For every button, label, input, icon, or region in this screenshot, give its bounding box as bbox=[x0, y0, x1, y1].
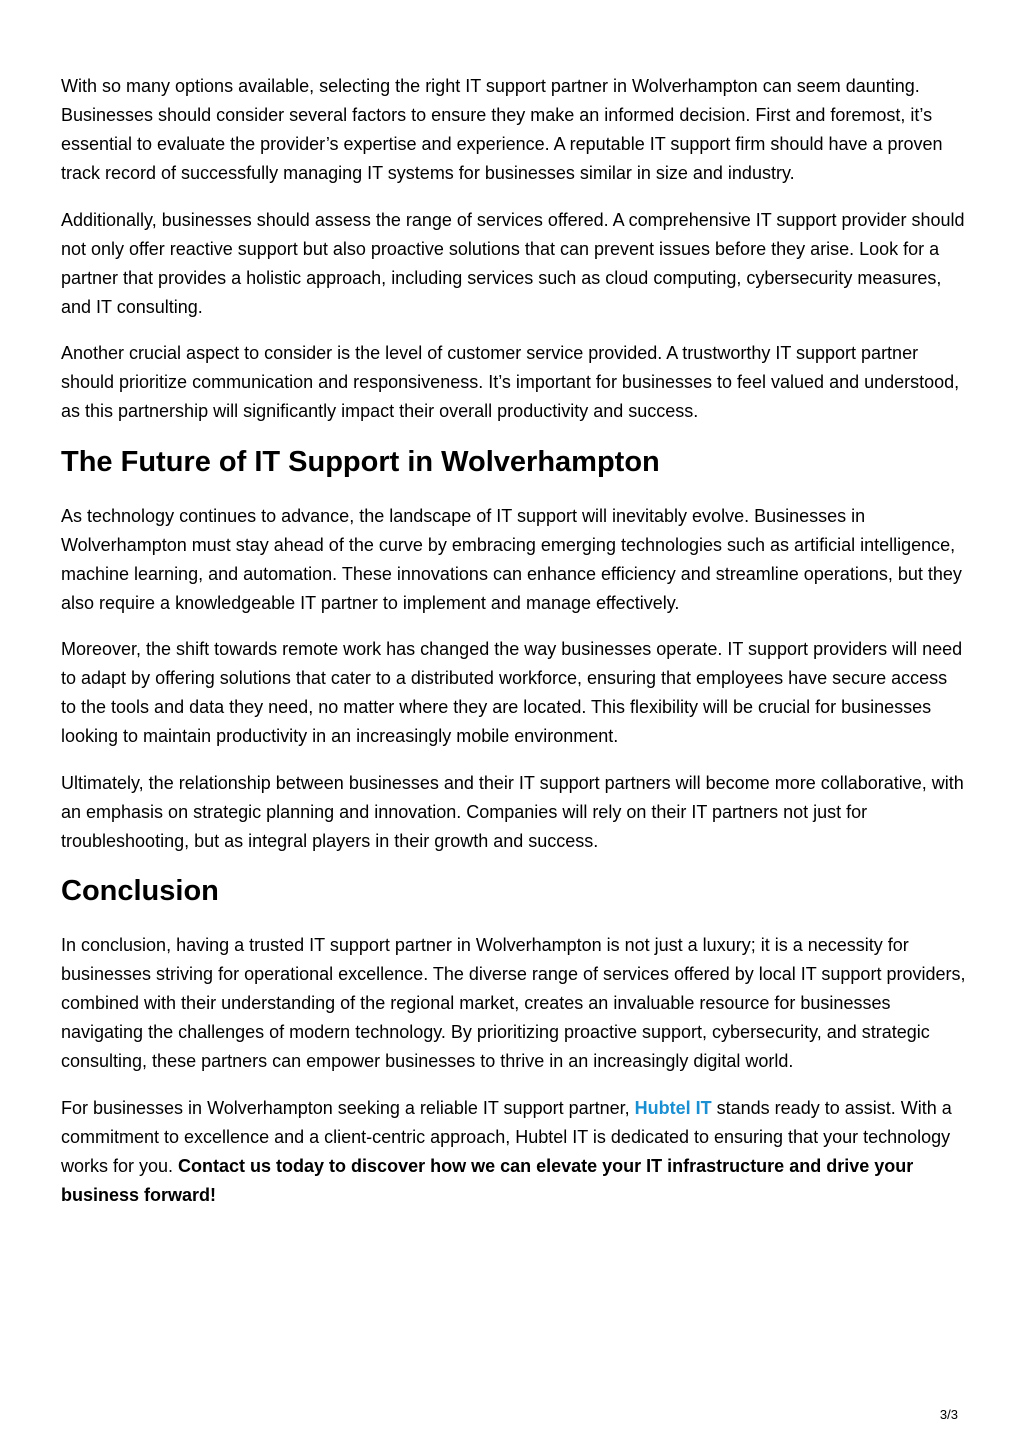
hubtel-it-link[interactable]: Hubtel IT bbox=[634, 1097, 712, 1118]
call-to-action-text: Contact us today to discover how we can elevate your IT infrastructure and drive your business forward! bbox=[61, 1155, 914, 1205]
final-text-after-link: stands ready to assist. With a commitment to excellence and a client-centric approach, Hubtel IT is dedicated to ensuring that your technology works for you. bbox=[61, 1097, 952, 1176]
conclusion-paragraph-2 bbox=[61, 1094, 966, 1210]
intro-paragraph-1: With so many options available, selecting the right IT support partner in Wolverhampton can seem daunting. Businesses should consider several factors to ensure they make an informed decision. First and foremost, it’s essential to evaluate the provider’s expertise and experience. A reputable IT support firm should have a proven track record of successfully managing IT systems for businesses similar in size and industry. bbox=[61, 76, 943, 183]
future-section-heading: The Future of IT Support in Wolverhampton bbox=[61, 445, 660, 478]
conclusion-paragraph-1: In conclusion, having a trusted IT support partner in Wolverhampton is not just a luxury; it is a necessity for businesses striving for operational excellence. The diverse range of services offered by local IT support providers, combined with their understanding of the regional market, creates an invaluable resource for businesses navigating the challenges of modern technology. By prioritizing proactive support, cybersecurity, and strategic consulting, these partners can empower businesses to thrive in an increasingly digital world. bbox=[61, 935, 966, 1071]
page-number: 3/3 bbox=[939, 1407, 958, 1422]
future-paragraph-1: As technology continues to advance, the landscape of IT support will inevitably evolve. Businesses in Wolverhampton must stay ahead of the curve by embracing emerging technologies such as artificial intelligence, machine learning, and automation. These innovations can enhance efficiency and streamline operations, but they also require a knowledgeable IT partner to implement and manage effectively. bbox=[61, 505, 962, 613]
final-text-before-link: For businesses in Wolverhampton seeking a reliable IT support partner, bbox=[61, 1097, 635, 1118]
conclusion-heading: Conclusion bbox=[61, 875, 219, 907]
future-paragraph-2: Moreover, the shift towards remote work has changed the way businesses operate. IT support providers will need to adapt by offering solutions that cater to a distributed workforce, ensuring that employees have secure access to the tools and data they need, no matter where they are located. This flexibility will be crucial for businesses looking to maintain productivity in an increasingly mobile environment. bbox=[61, 639, 963, 746]
future-paragraph-3: Ultimately, the relationship between businesses and their IT support partners will become more collaborative, with an emphasis on strategic planning and innovation. Companies will rely on their IT partners not just for troubleshooting, but as integral players in their growth and success. bbox=[61, 772, 964, 851]
intro-paragraph-3: Another crucial aspect to consider is the level of customer service provided. A trustworthy IT support partner should prioritize communication and responsiveness. It’s important for businesses to feel valued and understood, as this partnership will significantly impact their overall productivity and success. bbox=[61, 343, 960, 421]
document-page bbox=[61, 72, 966, 1227]
intro-paragraph-2: Additionally, businesses should assess the range of services offered. A comprehensive IT support provider should not only offer reactive support but also proactive solutions that can prevent issues before they arise. Look for a partner that provides a holistic approach, including services such as cloud computing, cybersecurity measures, and IT consulting. bbox=[61, 209, 965, 317]
